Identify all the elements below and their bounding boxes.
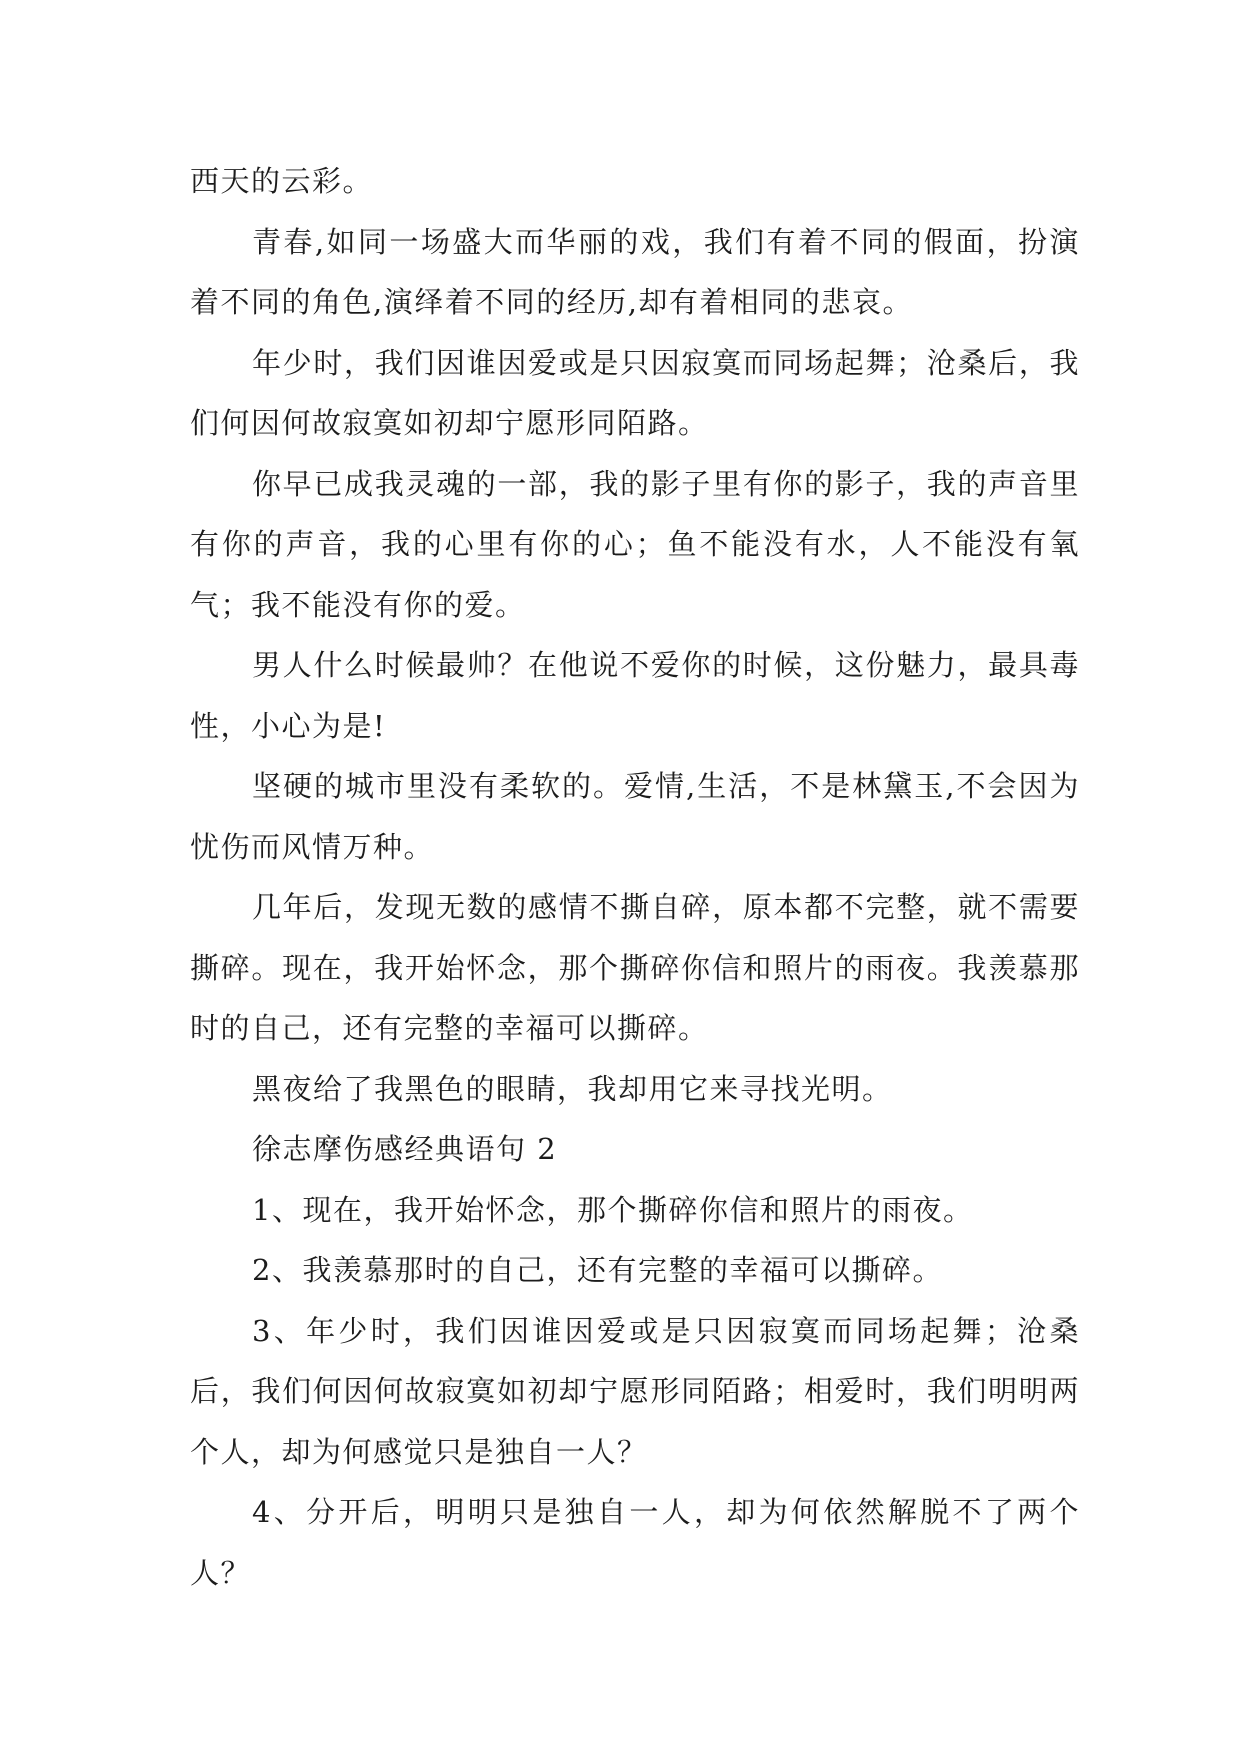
list-item-2: 2、我羡慕那时的自己，还有完整的幸福可以撕碎。 <box>252 1253 943 1287</box>
paragraph-8: 黑夜给了我黑色的眼睛，我却用它来寻找光明。 <box>252 1071 893 1106</box>
paragraph-6: 坚硬的城市里没有柔软的。爱情,生活，不是林黛玉,不会因为忧伤而风情万种。 <box>190 769 1080 864</box>
paragraph-2: 青春,如同一场盛大而华丽的戏，我们有着不同的假面，扮演着不同的角色,演绎着不同的经历,却有着相同的悲哀。 <box>190 224 1080 319</box>
paragraph-7: 几年后，发现无数的感情不撕自碎，原本都不完整，就不需要撕碎。现在，我开始怀念，那个撕碎你信和照片的雨夜。我羡慕那时的自己，还有完整的幸福可以撕碎。 <box>190 890 1080 1045</box>
list-item-3: 3、年少时，我们因谁因爱或是只因寂寞而同场起舞；沧桑后，我们何因何故寂寞如初却宁愿形同陌路；相爱时，我们明明两个人，却为何感觉只是独自一人？ <box>190 1313 1080 1469</box>
paragraph-4: 你早已成我灵魂的一部，我的影子里有你的影子，我的声音里有你的声音，我的心里有你的心；鱼不能没有水，人不能没有氧气；我不能没有你的爱。 <box>190 466 1080 622</box>
section-heading: 徐志摩伤感经典语句 2 <box>252 1132 558 1166</box>
list-item-1: 1、现在，我开始怀念，那个撕碎你信和照片的雨夜。 <box>252 1192 974 1227</box>
paragraph-1: 西天的云彩。 <box>190 164 374 198</box>
paragraph-5: 男人什么时候最帅？在他说不爱你的时候，这份魅力，最具毒性，小心为是! <box>190 648 1080 743</box>
list-item-4: 4、分开后，明明只是独自一人，却为何依然解脱不了两个人？ <box>190 1495 1080 1590</box>
paragraph-3: 年少时，我们因谁因爱或是只因寂寞而同场起舞；沧桑后，我们何因何故寂寞如初却宁愿形同陌路。 <box>190 345 1080 440</box>
document-body <box>190 151 1080 1603</box>
